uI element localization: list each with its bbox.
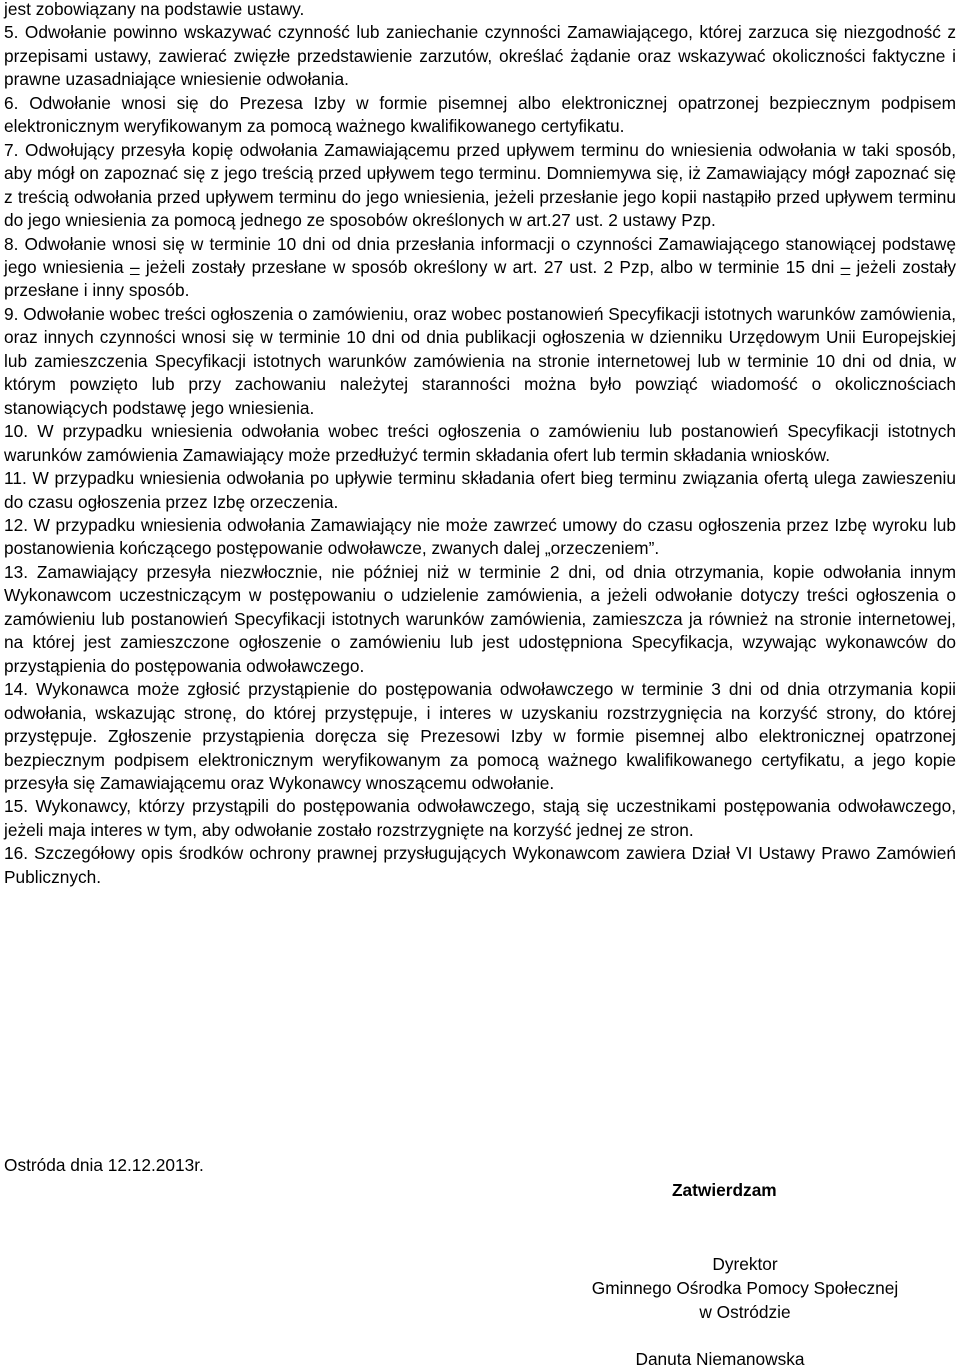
signer-title (540, 1252, 950, 1324)
document-body (4, 0, 956, 889)
paragraph-13: 13. Zamawiający przesyła niezwłocznie, nie później niż w terminie 2 dni, od dnia otrzymania, kopie odwołania innym Wykonawcom uczestniczącym w postępowaniu o udzielenie zamówienia, a jeżeli odwołanie dotyczy treści ogłoszenia o zamówieniu lub postanowień Specyfikacji istotnych warunków zamówienia, zamieszcza ja również na stronie internetowej, na której jest zamieszczone ogłoszenie o zamówieniu lub jest udostępniona Specyfikacja, wzywając wykonawców do przystąpienia do postępowania odwoławczego. (4, 561, 956, 676)
signer-title-line-2: Gminnego Ośrodka Pomocy Społecznej (591, 1278, 899, 1298)
paragraph-11: 11. W przypadku wniesienia odwołania po upływie terminu składania ofert bieg terminu związania ofertą ulega zawieszeniu do czasu ogłoszenia przez Izbę orzeczenia. (4, 468, 956, 512)
paragraph-7: 7. Odwołujący przesyła kopię odwołania Zamawiającemu przed upływem terminu do wniesienia odwołania w taki sposób, aby mógł on zapoznać się z jego treścią przed upływem tego terminu. Domniemywa się, iż Zamawiający mógł zapoznać się z treścią odwołania przed upływem terminu do jego wniesienia, jeżeli przesłanie jego kopii nastąpiło przed upływem terminu do jego wniesienia za pomocą jednego ze sposobów określonych w art.27 ust. 2 ustawy Pzp. (4, 139, 956, 231)
paragraph-12: 12. W przypadku wniesienia odwołania Zamawiający nie może zawrzeć umowy do czasu ogłoszenia przez Izbę wyroku lub postanowienia kończącego postępowanie odwoławcze, zwanych dalej „orzeczeniem”. (4, 514, 956, 559)
signer-title-line-1: Dyrektor (712, 1254, 778, 1274)
paragraph-16: 16. Szczegółowy opis środków ochrony prawnej przysługujących Wykonawcom zawiera Dział VI Ustawy Prawo Zamówień Publicznych. (4, 843, 956, 887)
paragraph-8-dash-2: – (840, 256, 851, 277)
paragraph-8 (4, 233, 956, 303)
paragraph-8-dash-1: – (129, 256, 140, 277)
paragraph-14: 14. Wykonawca może zgłosić przystąpienie do postępowania odwoławczego w terminie 3 dni od dnia otrzymania kopii odwołania, wskazując stronę, do której przystępuje, i interes w uzyskaniu rozstrzygnięcia na korzyść strony, do której przystępuje. Zgłoszenie przystąpienia doręcza się Prezesowi Izby w formie pisemnej albo elektronicznej opatrzonej bezpiecznym podpisem elektronicznym weryfikowanym za pomocą ważnego kwalifikowanego certyfikatu, a jego kopie przesyła się Zamawiającemu oraz Wykonawcy wnoszącemu odwołanie. (4, 679, 956, 793)
paragraph-5: 5. Odwołanie powinno wskazywać czynność lub zaniechanie czynności Zamawiającego, której zarzuca się niezgodność z przepisami ustawy, zawierać zwięzłe przedstawienie zarzutów, określać żądanie oraz wskazywać okoliczności faktyczne i prawne uzasadniające wniesienie odwołania. (4, 22, 956, 90)
paragraph-6: 6. Odwołanie wnosi się do Prezesa Izby w formie pisemnej albo elektronicznej opatrzonej bezpiecznym podpisem elektronicznym weryfikowanym za pomocą ważnego kwalifikowanego certyfikatu. (4, 92, 956, 137)
paragraph-8-part-1: 8. Odwołanie wnosi się w terminie 10 dni od dnia przesłania informacji o czynności Zamawiającego stanowiącej podstawę jego wniesienia (4, 233, 956, 277)
paragraph-8-part-2: jeżeli zostały przesłane w sposób określony w art. 27 ust. 2 Pzp, albo w terminie 15 dni (139, 256, 841, 277)
paragraph-10: 10. W przypadku wniesienia odwołania wobec treści ogłoszenia o zamówieniu lub postanowień Specyfikacji istotnych warunków zamówienia Zamawiający może przedłużyć termin składania ofert lub termin składania wniosków. (4, 421, 956, 465)
paragraph-8-part-3: jeżeli zostały przesłane i inny sposób. (4, 256, 956, 301)
approval-label: Zatwierdzam (672, 1180, 777, 1200)
place-and-date: Ostróda dnia 12.12.2013r. (4, 1155, 204, 1175)
signer-title-line-3: w Ostródzie (699, 1302, 791, 1322)
signer-name: Danuta Niemanowska (635, 1349, 805, 1369)
paragraph-9: 9. Odwołanie wobec treści ogłoszenia o zamówieniu, oraz wobec postanowień Specyfikacji istotnych warunków zamówienia, oraz innych czynności wnosi się w terminie 10 dni od dnia publikacji ogłoszenia w dzienniku Urzędowym Unii Europejskiej lub zamieszczenia Specyfikacji istotnych warunków zamówienia na stronie internetowej lub w terminie 10 dni od dnia, w którym powzięto lub przy zachowaniu należytej staranności można było powziąć wiadomość o okolicznościach stanowiących podstawę jego wniesienia. (4, 303, 956, 418)
paragraph-continuation: jest zobowiązany na podstawie ustawy. (4, 0, 305, 19)
paragraph-15: 15. Wykonawcy, którzy przystąpili do postępowania odwoławczego, stają się uczestnikami postępowania odwoławczego, jeżeli maja interes w tym, aby odwołanie zostało rozstrzygnięte na korzyść jednej ze stron. (4, 796, 956, 840)
